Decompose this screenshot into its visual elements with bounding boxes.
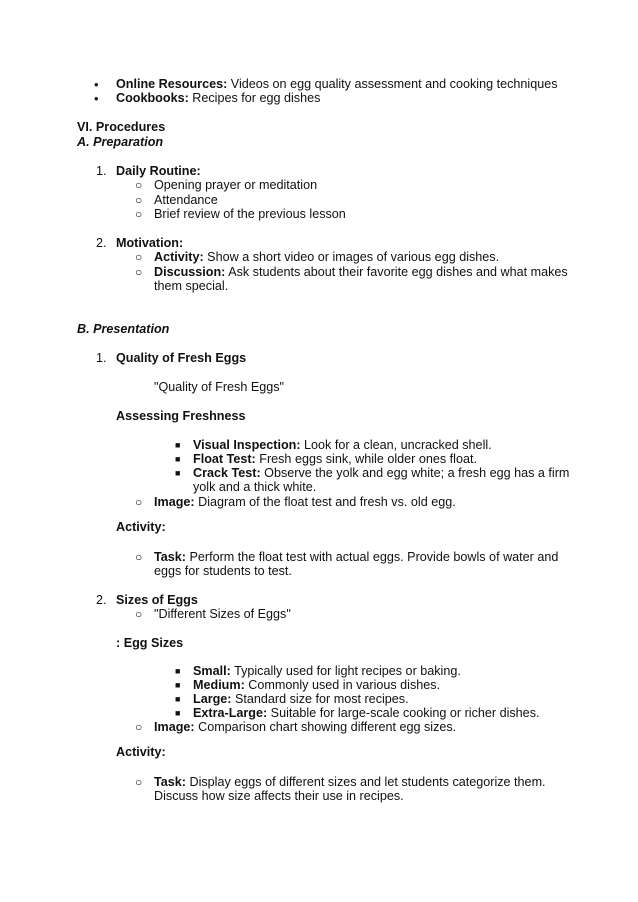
section-heading-procedures: VI. Procedures [77,120,166,134]
sub-item: Task: Display eggs of different sizes and let students categorize them. [154,775,546,789]
circle-bullet-icon: ○ [135,607,143,621]
sub-sub-item: Medium: Commonly used in various dishes. [193,678,441,692]
circle-bullet-icon: ○ [135,775,143,789]
sub-item-continuation: Discuss how size affects their use in recipes. [154,789,404,803]
square-bullet-icon: ■ [175,694,181,704]
circle-bullet-icon: ○ [135,193,143,207]
circle-bullet-icon: ○ [135,720,143,734]
sub-item: Activity: Show a short video or images of various egg dishes. [154,250,500,264]
circle-bullet-icon: ○ [135,265,143,279]
sub-sub-item: Float Test: Fresh eggs sink, while older ones float. [193,452,477,466]
square-bullet-icon: ■ [175,680,181,690]
square-bullet-icon: ■ [175,468,181,478]
list-number: 1. [96,351,107,365]
sub-sub-item: Extra-Large: Suitable for large-scale cooking or richer dishes. [193,706,540,720]
list-item: Online Resources: Videos on egg quality assessment and cooking techniques [116,77,558,91]
circle-bullet-icon: ○ [135,250,143,264]
sub-item-continuation: eggs for students to test. [154,564,292,578]
circle-bullet-icon: ○ [135,550,143,564]
sub-item: Brief review of the previous lesson [154,207,346,221]
item-title: Quality of Fresh Eggs [116,351,247,365]
circle-bullet-icon: ○ [135,495,143,509]
section-heading-presentation: B. Presentation [77,322,170,336]
item-title: Sizes of Eggs [116,593,198,607]
sub-item: Image: Comparison chart showing different egg sizes. [154,720,457,734]
bullet-icon: • [94,91,99,106]
activity-heading: Activity: [116,745,166,759]
square-bullet-icon: ■ [175,440,181,450]
list-number: 2. [96,236,107,250]
item-title: Daily Routine: [116,164,201,178]
list-number: 1. [96,164,107,178]
sub-heading: : Egg Sizes [116,636,184,650]
quote-text: "Quality of Fresh Eggs" [154,380,285,394]
circle-bullet-icon: ○ [135,178,143,192]
list-item: Cookbooks: Recipes for egg dishes [116,91,321,105]
sub-item: Attendance [154,193,218,207]
square-bullet-icon: ■ [175,454,181,464]
square-bullet-icon: ■ [175,666,181,676]
square-bullet-icon: ■ [175,708,181,718]
list-number: 2. [96,593,107,607]
sub-heading: Assessing Freshness [116,409,246,423]
circle-bullet-icon: ○ [135,207,143,221]
sub-item-continuation: them special. [154,279,229,293]
bullet-icon: • [94,77,99,92]
sub-sub-item: Crack Test: Observe the yolk and egg white; a fresh egg has a firm [193,466,570,480]
sub-sub-item: Visual Inspection: Look for a clean, uncracked shell. [193,438,492,452]
sub-item: Task: Perform the float test with actual eggs. Provide bowls of water and [154,550,559,564]
sub-sub-item: Small: Typically used for light recipes or baking. [193,664,461,678]
sub-sub-item: Large: Standard size for most recipes. [193,692,409,706]
sub-item: Image: Diagram of the float test and fresh vs. old egg. [154,495,456,509]
sub-item: Discussion: Ask students about their favorite egg dishes and what makes [154,265,568,279]
sub-item: Opening prayer or meditation [154,178,318,192]
item-title: Motivation: [116,236,184,250]
activity-heading: Activity: [116,520,166,534]
section-heading-preparation: A. Preparation [77,135,164,149]
sub-sub-item-continuation: yolk and a thick white. [193,480,317,494]
quote-text: "Different Sizes of Eggs" [154,607,291,621]
